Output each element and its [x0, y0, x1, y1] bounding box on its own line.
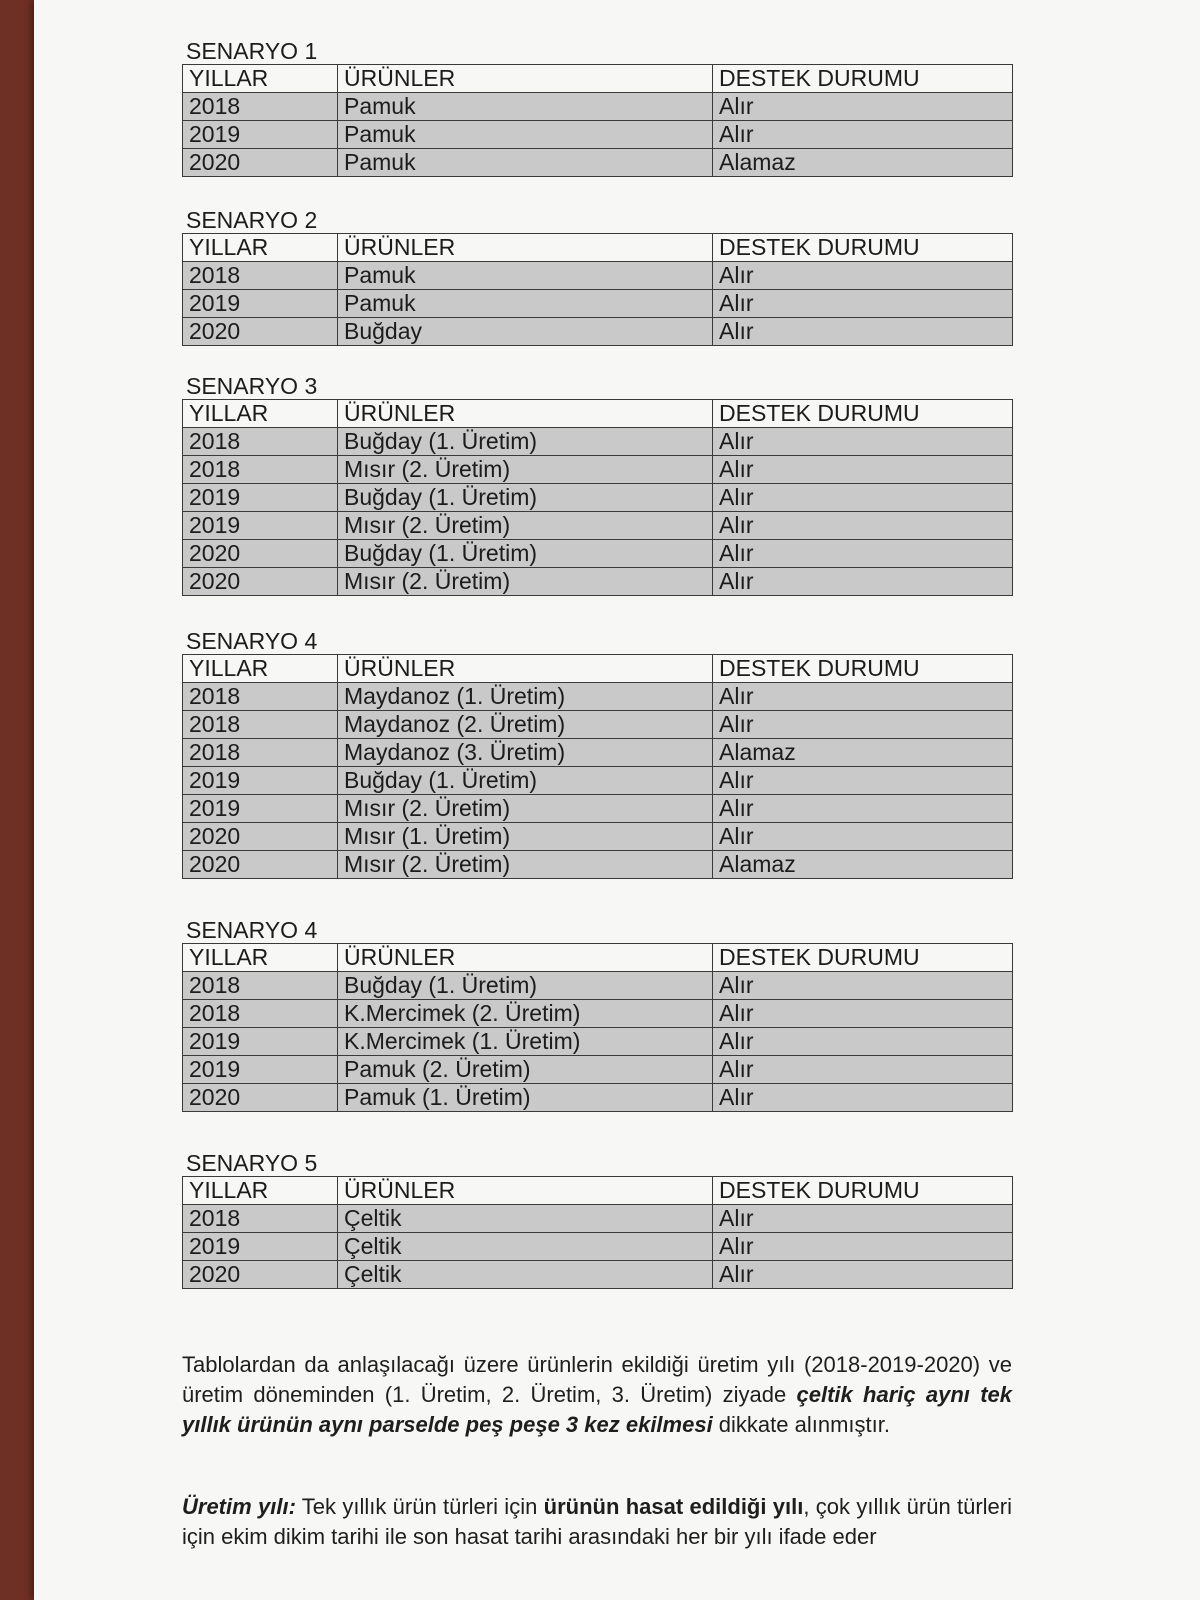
column-header-products: ÜRÜNLER — [338, 944, 713, 972]
scenario-table — [182, 233, 1013, 346]
cell-year: 2019 — [183, 290, 338, 318]
document-page — [34, 0, 1200, 1600]
paragraph-emphasis: çeltik hariç aynı tek yıllık ürünün aynı parselde peş peşe 3 kez ekilmesi — [182, 1382, 1012, 1437]
cell-product: Mısır (2. Üretim) — [338, 456, 713, 484]
paragraph-text: Tek yıllık ürün türleri için — [295, 1494, 544, 1519]
scenario-table — [182, 64, 1013, 177]
cell-product: Pamuk — [338, 290, 713, 318]
table-header-row — [183, 944, 1013, 972]
cell-support: Alır — [713, 512, 1013, 540]
cell-year: 2020 — [183, 823, 338, 851]
table-row — [183, 262, 1013, 290]
cell-year: 2018 — [183, 711, 338, 739]
cell-support: Alır — [713, 290, 1013, 318]
cell-product: Maydanoz (1. Üretim) — [338, 683, 713, 711]
scenario-1 — [182, 38, 1012, 177]
table-row — [183, 318, 1013, 346]
cell-product: K.Mercimek (2. Üretim) — [338, 1000, 713, 1028]
column-header-support: DESTEK DURUMU — [713, 400, 1013, 428]
scenario-title: SENARYO 2 — [186, 207, 318, 233]
cell-year: 2018 — [183, 262, 338, 290]
table-header-row — [183, 234, 1013, 262]
table-row — [183, 1028, 1013, 1056]
cell-support: Alır — [713, 262, 1013, 290]
cell-support: Alamaz — [713, 739, 1013, 767]
table-row — [183, 683, 1013, 711]
scenario-title: SENARYO 5 — [186, 1150, 318, 1176]
scenario-title: SENARYO 4 — [186, 628, 318, 654]
table-row — [183, 484, 1013, 512]
column-header-years: YILLAR — [183, 1177, 338, 1205]
cell-year: 2019 — [183, 484, 338, 512]
table-row — [183, 540, 1013, 568]
table-row — [183, 795, 1013, 823]
table-header-row — [183, 65, 1013, 93]
cell-year: 2018 — [183, 428, 338, 456]
cell-product: Mısır (2. Üretim) — [338, 512, 713, 540]
cell-product: Pamuk — [338, 149, 713, 177]
cell-year: 2020 — [183, 851, 338, 879]
scenario-table — [182, 1176, 1013, 1289]
table-row — [183, 456, 1013, 484]
table-header-row — [183, 655, 1013, 683]
cell-product: Buğday (1. Üretim) — [338, 540, 713, 568]
column-header-years: YILLAR — [183, 400, 338, 428]
paragraph-text: , çok yıllık ürün türleri için ekim dikim tarihi ile son hasat tarihi arasındaki her bir yılı ifade eder — [182, 1494, 1012, 1549]
cell-year: 2020 — [183, 1084, 338, 1112]
cell-support: Alır — [713, 428, 1013, 456]
table-row — [183, 711, 1013, 739]
cell-support: Alır — [713, 711, 1013, 739]
scenario-3 — [182, 373, 1012, 596]
cell-year: 2020 — [183, 149, 338, 177]
cell-year: 2018 — [183, 683, 338, 711]
cell-support: Alır — [713, 1056, 1013, 1084]
table-row — [183, 851, 1013, 879]
column-header-products: ÜRÜNLER — [338, 65, 713, 93]
cell-year: 2018 — [183, 93, 338, 121]
cell-year: 2019 — [183, 1233, 338, 1261]
table-row — [183, 1000, 1013, 1028]
cell-product: Pamuk — [338, 262, 713, 290]
cell-year: 2019 — [183, 1056, 338, 1084]
cell-support: Alır — [713, 1261, 1013, 1289]
cell-support: Alır — [713, 93, 1013, 121]
cell-year: 2018 — [183, 1000, 338, 1028]
table-row — [183, 1084, 1013, 1112]
scenario-title: SENARYO 4 — [186, 917, 318, 943]
table-row — [183, 568, 1013, 596]
cell-product: Çeltik — [338, 1261, 713, 1289]
cell-support: Alır — [713, 972, 1013, 1000]
scenario-2 — [182, 207, 1012, 346]
table-row — [183, 1056, 1013, 1084]
cell-product: Buğday (1. Üretim) — [338, 484, 713, 512]
cell-year: 2018 — [183, 972, 338, 1000]
paragraph-text: dikkate alınmıştır. — [712, 1412, 890, 1437]
cell-support: Alır — [713, 795, 1013, 823]
table-row — [183, 739, 1013, 767]
cell-product: Pamuk (2. Üretim) — [338, 1056, 713, 1084]
cell-product: K.Mercimek (1. Üretim) — [338, 1028, 713, 1056]
table-row — [183, 767, 1013, 795]
table-header-row — [183, 400, 1013, 428]
cell-support: Alamaz — [713, 149, 1013, 177]
cell-year: 2020 — [183, 540, 338, 568]
cell-product: Pamuk — [338, 121, 713, 149]
cell-support: Alır — [713, 456, 1013, 484]
cell-year: 2019 — [183, 767, 338, 795]
cell-product: Mısır (1. Üretim) — [338, 823, 713, 851]
scenario-title: SENARYO 3 — [186, 373, 318, 399]
table-row — [183, 93, 1013, 121]
cell-year: 2018 — [183, 1205, 338, 1233]
table-row — [183, 428, 1013, 456]
cell-support: Alır — [713, 823, 1013, 851]
explanation-paragraph — [182, 1350, 1012, 1440]
definition-term: Üretim yılı: — [182, 1494, 296, 1519]
cell-support: Alır — [713, 318, 1013, 346]
cell-year: 2019 — [183, 795, 338, 823]
cell-support: Alamaz — [713, 851, 1013, 879]
cell-support: Alır — [713, 1000, 1013, 1028]
table-row — [183, 823, 1013, 851]
cell-support: Alır — [713, 767, 1013, 795]
cell-year: 2020 — [183, 318, 338, 346]
cell-product: Maydanoz (3. Üretim) — [338, 739, 713, 767]
cell-product: Çeltik — [338, 1205, 713, 1233]
table-row — [183, 972, 1013, 1000]
column-header-years: YILLAR — [183, 65, 338, 93]
cell-product: Maydanoz (2. Üretim) — [338, 711, 713, 739]
table-header-row — [183, 1177, 1013, 1205]
paragraph-bold: ürünün hasat edildiği yılı — [543, 1494, 804, 1519]
table-row — [183, 121, 1013, 149]
scenario-table — [182, 654, 1013, 879]
cell-support: Alır — [713, 1233, 1013, 1261]
column-header-support: DESTEK DURUMU — [713, 1177, 1013, 1205]
scenario-title: SENARYO 1 — [186, 38, 318, 64]
column-header-products: ÜRÜNLER — [338, 234, 713, 262]
column-header-years: YILLAR — [183, 944, 338, 972]
cell-support: Alır — [713, 484, 1013, 512]
cell-support: Alır — [713, 1084, 1013, 1112]
cell-product: Buğday (1. Üretim) — [338, 428, 713, 456]
cell-year: 2019 — [183, 512, 338, 540]
column-header-products: ÜRÜNLER — [338, 1177, 713, 1205]
table-row — [183, 290, 1013, 318]
column-header-support: DESTEK DURUMU — [713, 65, 1013, 93]
cell-product: Buğday (1. Üretim) — [338, 972, 713, 1000]
cell-product: Çeltik — [338, 1233, 713, 1261]
cell-product: Buğday (1. Üretim) — [338, 767, 713, 795]
column-header-products: ÜRÜNLER — [338, 400, 713, 428]
cell-year: 2019 — [183, 1028, 338, 1056]
cell-year: 2019 — [183, 121, 338, 149]
cell-year: 2018 — [183, 456, 338, 484]
cell-support: Alır — [713, 540, 1013, 568]
cell-year: 2020 — [183, 1261, 338, 1289]
cell-support: Alır — [713, 1205, 1013, 1233]
cell-product: Mısır (2. Üretim) — [338, 568, 713, 596]
table-row — [183, 1233, 1013, 1261]
scenario-4 — [182, 628, 1012, 879]
table-row — [183, 1205, 1013, 1233]
definition-paragraph — [182, 1492, 1012, 1552]
cell-product: Mısır (2. Üretim) — [338, 795, 713, 823]
scenario-5 — [182, 1150, 1012, 1289]
cell-support: Alır — [713, 568, 1013, 596]
column-header-years: YILLAR — [183, 234, 338, 262]
column-header-products: ÜRÜNLER — [338, 655, 713, 683]
scenario-table — [182, 943, 1013, 1112]
cell-year: 2020 — [183, 568, 338, 596]
cell-product: Buğday — [338, 318, 713, 346]
table-row — [183, 512, 1013, 540]
cell-product: Mısır (2. Üretim) — [338, 851, 713, 879]
column-header-years: YILLAR — [183, 655, 338, 683]
cell-support: Alır — [713, 121, 1013, 149]
table-row — [183, 1261, 1013, 1289]
scenario-4b — [182, 917, 1012, 1112]
cell-product: Pamuk (1. Üretim) — [338, 1084, 713, 1112]
table-row — [183, 149, 1013, 177]
cell-product: Pamuk — [338, 93, 713, 121]
cell-support: Alır — [713, 683, 1013, 711]
column-header-support: DESTEK DURUMU — [713, 655, 1013, 683]
column-header-support: DESTEK DURUMU — [713, 234, 1013, 262]
cell-support: Alır — [713, 1028, 1013, 1056]
paragraph-text: Tablolardan da anlaşılacağı üzere ürünlerin ekildiği üretim yılı (2018-2019-2020) ve üretim döneminden (1. Üretim, 2. Üretim, 3. Üretim) ziyade — [182, 1352, 1012, 1407]
column-header-support: DESTEK DURUMU — [713, 944, 1013, 972]
cell-year: 2018 — [183, 739, 338, 767]
scenario-table — [182, 399, 1013, 596]
